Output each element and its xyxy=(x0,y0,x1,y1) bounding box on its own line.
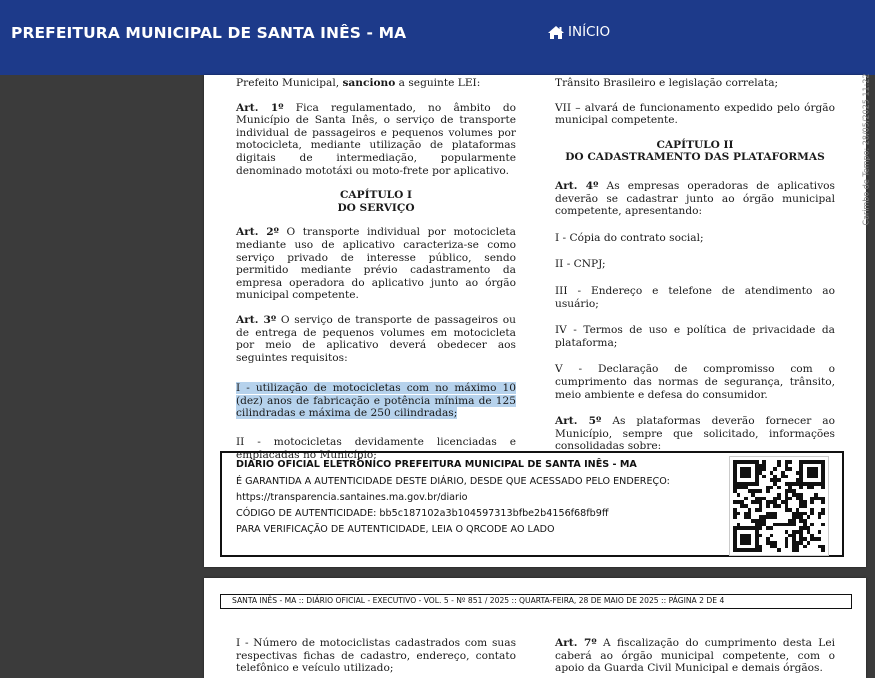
item-i: I - Cópia do contrato social; xyxy=(555,231,704,244)
timestamp-stamp: Carimbo de Tempo: 28/05/2025 11:22 xyxy=(861,73,871,226)
item-1-highlighted[interactable]: I - utilização de motocicletas com no máximo 10 (dez) anos de fabricação e potência mínima de 125 cilindradas e máxima de 250 cilindradas; xyxy=(236,382,516,420)
page-2-right-column xyxy=(555,637,835,675)
item-v: V - Declaração de compromisso com o cumprimento das normas de segurança, trânsito, meio ambiente e defesa do consumidor. xyxy=(555,363,835,401)
chapter-2-title: CAPÍTULO II xyxy=(656,138,734,151)
page-2-item-i: I - Número de motociclistas cadastrados com suas respectivas fichas de cadastro, endereço, contato telefônico e veículo utilizado; xyxy=(236,637,516,675)
site-title[interactable]: PREFEITURA MUNICIPAL DE SANTA INÊS - MA xyxy=(11,24,407,42)
article-5: Art. 5º As plataformas deverão fornecer ao Município, sempre que solicitado, informações consolidadas sobre: xyxy=(555,415,835,453)
qr-code-icon xyxy=(729,456,829,556)
article-3: Art. 3º O serviço de transporte de passageiros ou de entrega de pequenos volumes em motocicleta por meio de aplicativo deverá obedecer aos seguintes requisitos: xyxy=(236,313,517,364)
nav-home-label: INÍCIO xyxy=(568,24,611,40)
top-navbar-extension xyxy=(628,0,875,75)
left-column xyxy=(236,77,516,461)
article-4: Art. 4º As empresas operadoras de aplicativos deverão se cadastrar junto ao órgão municipal competente, apresentando: xyxy=(555,179,835,218)
chapter-2-subtitle: DO CADASTRAMENTO DAS PLATAFORMAS xyxy=(565,151,825,164)
verify-code: CÓDIGO DE AUTENTICIDADE: bb5c187102a3b104597313bfbe2b4156f68fb9ff xyxy=(236,508,609,519)
verify-guarantee: É GARANTIDA A AUTENTICIDADE DESTE DIÁRIO, DESDE QUE ACESSADO PELO ENDEREÇO: xyxy=(236,476,670,487)
article-1: Art. 1º Fica regulamentado, no âmbito do Município de Santa Inês, o serviço de transporte individual de passageiros e pequenos volumes por motocicleta, mediante utilização de plataformas digitais de intermediação, popularmente denominado mototáxi ou moto-frete por aplicativo. xyxy=(236,101,516,177)
item-iv: IV - Termos de uso e política de privacidade da plataforma; xyxy=(555,324,835,349)
verify-url[interactable]: https://transparencia.santaines.ma.gov.br/diario xyxy=(236,492,468,503)
chapter-1-title: CAPÍTULO I xyxy=(339,189,412,202)
item-vii: VII – alvará de funcionamento expedido pelo órgão municipal competente. xyxy=(555,101,835,127)
promulgation-text: Prefeito Municipal, sanciono a seguinte LEI: xyxy=(236,77,481,89)
document-page-1 xyxy=(204,73,871,567)
article-2: Art. 2º O transporte individual por motocicleta mediante uso de aplicativo caracteriza-se como serviço privado de interesse público, sendo permitido mediante prévio cadastramento da empresa operadora do aplicativo junto ao órgão municipal competente. xyxy=(236,226,516,302)
verify-title: DIÁRIO OFICIAL ELETRÔNICO PREFEITURA MUNICIPAL DE SANTA INÊS - MA xyxy=(236,459,637,470)
nav-home-link[interactable] xyxy=(548,24,610,40)
article-7: Art. 7º A fiscalização do cumprimento desta Lei caberá ao órgão municipal competente, com o apoio da Guarda Civil Municipal e demais órgãos. xyxy=(555,637,835,675)
document-page-2 xyxy=(204,578,866,678)
legislation-text: Trânsito Brasileiro e legislação correlata; xyxy=(555,77,779,89)
item-ii: II - CNPJ; xyxy=(555,258,606,271)
page-2-header: SANTA INÊS - MA :: DIÁRIO OFICIAL - EXECUTIVO - VOL. 5 - Nº 851 / 2025 :: QUARTA-FEIRA, 28 DE MAIO DE 2025 :: PÁGINA 2 DE 4 xyxy=(220,594,852,609)
home-icon xyxy=(548,26,564,39)
page-2-left-column xyxy=(236,637,516,675)
right-column xyxy=(555,77,835,453)
item-iii: III - Endereço e telefone de atendimento ao usuário; xyxy=(555,284,835,310)
chapter-1-subtitle: DO SERVIÇO xyxy=(337,201,415,214)
verify-instruction: PARA VERIFICAÇÃO DE AUTENTICIDADE, LEIA O QRCODE AO LADO xyxy=(236,524,555,535)
authenticity-box xyxy=(220,451,844,557)
item-2: II - motocicletas devidamente licenciadas e emplacadas no Município; xyxy=(236,436,516,461)
